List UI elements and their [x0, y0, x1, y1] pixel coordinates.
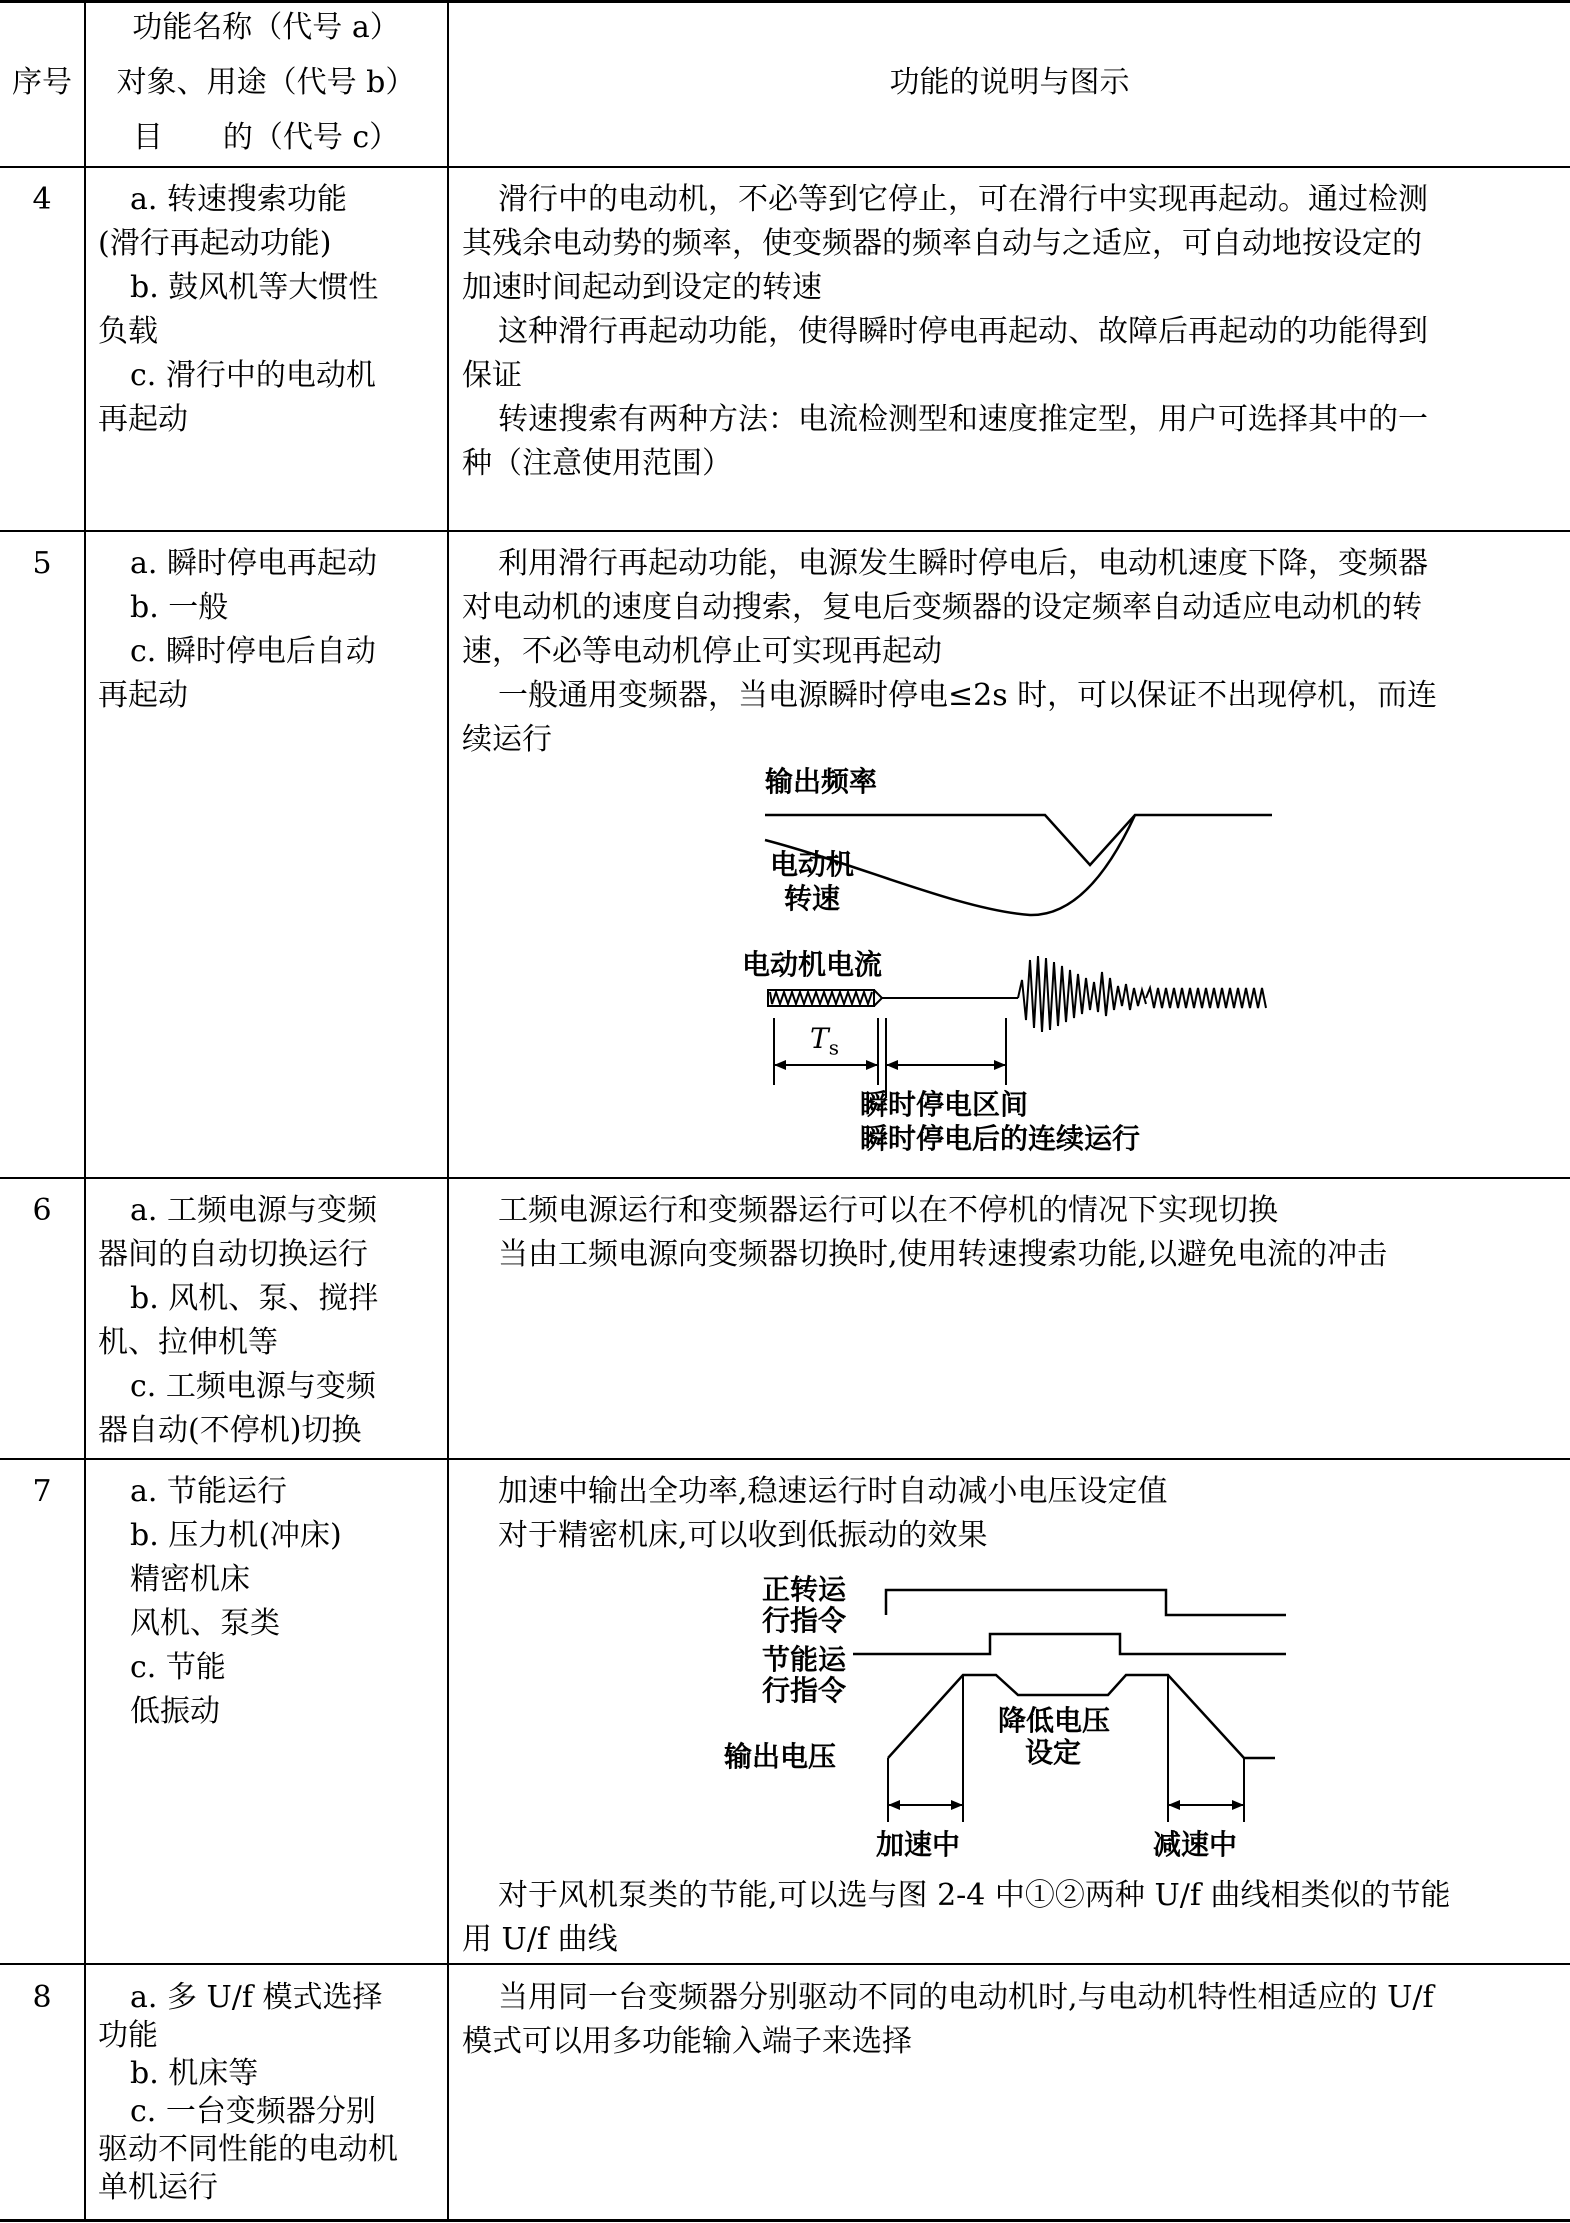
output-frequency-label: 输出频率 — [765, 765, 878, 798]
row-4-desc-line: 其残余电动势的频率，使变频器的频率自动与之适应，可自动地按设定的 — [462, 226, 1422, 261]
current-taper — [874, 990, 882, 1006]
row-8-func-line: 功能 — [98, 2018, 158, 2053]
ts-arrow-left — [774, 1060, 786, 1070]
ts-arrow-right — [866, 1060, 878, 1070]
motor-speed-label-line-2: 转速 — [784, 882, 841, 915]
accelerating-label: 加速中 — [876, 1828, 961, 1861]
row-4-no: 4 — [32, 182, 52, 217]
row-6-func-line: 器间的自动切换运行 — [98, 1237, 368, 1272]
reduce-voltage-label-line-2: 设定 — [1025, 1736, 1082, 1769]
row-4-desc-line: 种（注意使用范围） — [462, 446, 732, 481]
row-4-func-line: 负载 — [98, 314, 158, 349]
row-5-desc-line: 续运行 — [462, 722, 552, 757]
row-7-no: 7 — [32, 1474, 52, 1509]
row-4-func-line: a. 转速搜索功能 — [130, 182, 347, 217]
row-4-desc-line: 转速搜索有两种方法：电流检测型和速度推定型，用户可选择其中的一 — [498, 402, 1428, 437]
row-4-func-line: 再起动 — [98, 402, 188, 437]
row-5-desc-line: 速，不必等电动机停止可实现再起动 — [462, 634, 942, 669]
row-7-desc-line: 对于精密机床,可以收到低振动的效果 — [498, 1518, 988, 1553]
row-8-desc-line: 模式可以用多功能输入端子来选择 — [462, 2024, 912, 2059]
row-7-func-line: b. 压力机(冲床) — [130, 1518, 342, 1553]
column-divider-2 — [447, 0, 449, 2220]
row-5-desc-line: 利用滑行再起动功能，电源发生瞬时停电后，电动机速度下降，变频器 — [498, 546, 1428, 581]
motor-speed-label-line-1: 电动机 — [770, 848, 855, 881]
row-5-func-line: 再起动 — [98, 678, 188, 713]
row-4-desc-line: 滑行中的电动机，不必等到它停止，可在滑行中实现再起动。通过检测 — [498, 182, 1428, 217]
reduce-voltage-label-line-1: 降低电压 — [998, 1704, 1111, 1737]
row-5-func-line: b. 一般 — [130, 590, 229, 625]
interval-arrow-left — [886, 1060, 898, 1070]
decel-arrow-right — [1232, 1800, 1244, 1810]
current-steady-ripple — [1146, 988, 1266, 1008]
row-7-bottom-border — [0, 1963, 1570, 1965]
row-4-func-line: c. 滑行中的电动机 — [130, 358, 376, 393]
motor-current-label: 电动机电流 — [742, 948, 883, 981]
current-restart-burst — [1018, 956, 1146, 1032]
row-5-no: 5 — [32, 546, 52, 581]
header-seq-no: 序号 — [12, 65, 72, 100]
row-6-func-line: 器自动(不停机)切换 — [98, 1413, 362, 1448]
header-function-line-3: 目 的（代号 c） — [132, 120, 400, 155]
table-top-border — [0, 0, 1570, 3]
row-8-func-line: 单机运行 — [98, 2170, 218, 2205]
output-voltage-label: 输出电压 — [724, 1740, 837, 1773]
header-bottom-border — [0, 166, 1570, 168]
row-6-desc-line: 工频电源运行和变频器运行可以在不停机的情况下实现切换 — [498, 1193, 1278, 1228]
row-7-func-line: 精密机床 — [130, 1562, 250, 1597]
energy-save-command-label-line-2: 行指令 — [762, 1674, 847, 1707]
row-8-no: 8 — [32, 1980, 52, 2015]
row-4-bottom-border — [0, 530, 1570, 532]
row-4-desc-line: 加速时间起动到设定的转速 — [462, 270, 822, 305]
row-7-func-line: a. 节能运行 — [130, 1474, 287, 1509]
row-7-func-line: 低振动 — [130, 1694, 220, 1729]
interval-arrow-right — [994, 1060, 1006, 1070]
ts-label-letter: T — [810, 1022, 829, 1055]
row-7-desc-line: 加速中输出全功率,稳速运行时自动减小电压设定值 — [498, 1474, 1168, 1509]
row-8-func-line: c. 一台变频器分别 — [130, 2094, 376, 2129]
table-bottom-border — [0, 2219, 1570, 2222]
row-8-desc-line: 当用同一台变频器分别驱动不同的电动机时,与电动机特性相适应的 U/f — [498, 1980, 1434, 2015]
accel-arrow-right — [951, 1800, 963, 1810]
accel-arrow-left — [888, 1800, 900, 1810]
power-loss-restart-figure — [700, 760, 1300, 1170]
forward-command-trace — [886, 1590, 1286, 1615]
energy-saving-figure — [700, 1560, 1320, 1870]
continuous-operation-label: 瞬时停电后的连续运行 — [860, 1122, 1141, 1155]
row-6-func-line: a. 工频电源与变频 — [130, 1193, 377, 1228]
current-pre-loss-ripple — [770, 992, 872, 1004]
row-6-func-line: 机、拉伸机等 — [98, 1325, 278, 1360]
row-7-desc-after-line: 用 U/f 曲线 — [462, 1922, 618, 1957]
forward-command-label-line-2: 行指令 — [762, 1604, 847, 1637]
row-6-desc-line: 当由工频电源向变频器切换时,使用转速搜索功能,以避免电流的冲击 — [498, 1237, 1388, 1272]
row-4-desc-line: 保证 — [462, 358, 522, 393]
row-5-func-line: a. 瞬时停电再起动 — [130, 546, 377, 581]
forward-command-label-line-1: 正转运 — [762, 1573, 847, 1606]
row-4-func-line: (滑行再起动功能) — [98, 226, 332, 261]
row-8-func-line: 驱动不同性能的电动机 — [98, 2132, 398, 2167]
column-divider-1 — [84, 0, 86, 2220]
row-8-func-line: a. 多 U/f 模式选择 — [130, 1980, 383, 2015]
energy-save-command-trace — [853, 1634, 1286, 1654]
row-6-func-line: c. 工频电源与变频 — [130, 1369, 376, 1404]
decelerating-label: 减速中 — [1153, 1828, 1238, 1861]
row-5-func-line: c. 瞬时停电后自动 — [130, 634, 376, 669]
header-description: 功能的说明与图示 — [889, 65, 1130, 100]
power-loss-interval-label: 瞬时停电区间 — [860, 1088, 1029, 1121]
row-7-desc-after-line: 对于风机泵类的节能,可以选与图 2-4 中①②两种 U/f 曲线相类似的节能 — [498, 1878, 1451, 1913]
header-function-line-1: 功能名称（代号 a） — [132, 10, 400, 45]
ts-label — [810, 1022, 839, 1065]
row-7-func-line: c. 节能 — [130, 1650, 226, 1685]
row-6-func-line: b. 风机、泵、搅拌 — [130, 1281, 379, 1316]
row-7-func-line: 风机、泵类 — [130, 1606, 280, 1641]
row-4-desc-line: 这种滑行再起动功能，使得瞬时停电再起动、故障后再起动的功能得到 — [498, 314, 1428, 349]
row-5-bottom-border — [0, 1177, 1570, 1179]
row-4-func-line: b. 鼓风机等大惯性 — [130, 270, 379, 305]
row-6-bottom-border — [0, 1458, 1570, 1460]
ts-label-subscript: s — [828, 1035, 839, 1060]
decel-arrow-left — [1168, 1800, 1180, 1810]
energy-save-command-label-line-1: 节能运 — [762, 1643, 847, 1676]
header-function-line-2: 对象、用途（代号 b） — [116, 65, 416, 100]
row-6-no: 6 — [32, 1193, 52, 1228]
row-5-desc-line: 对电动机的速度自动搜索，复电后变频器的设定频率自动适应电动机的转 — [462, 590, 1422, 625]
row-5-desc-line: 一般通用变频器，当电源瞬时停电≤2s 时，可以保证不出现停机，而连 — [498, 678, 1438, 713]
row-8-func-line: b. 机床等 — [130, 2056, 259, 2091]
